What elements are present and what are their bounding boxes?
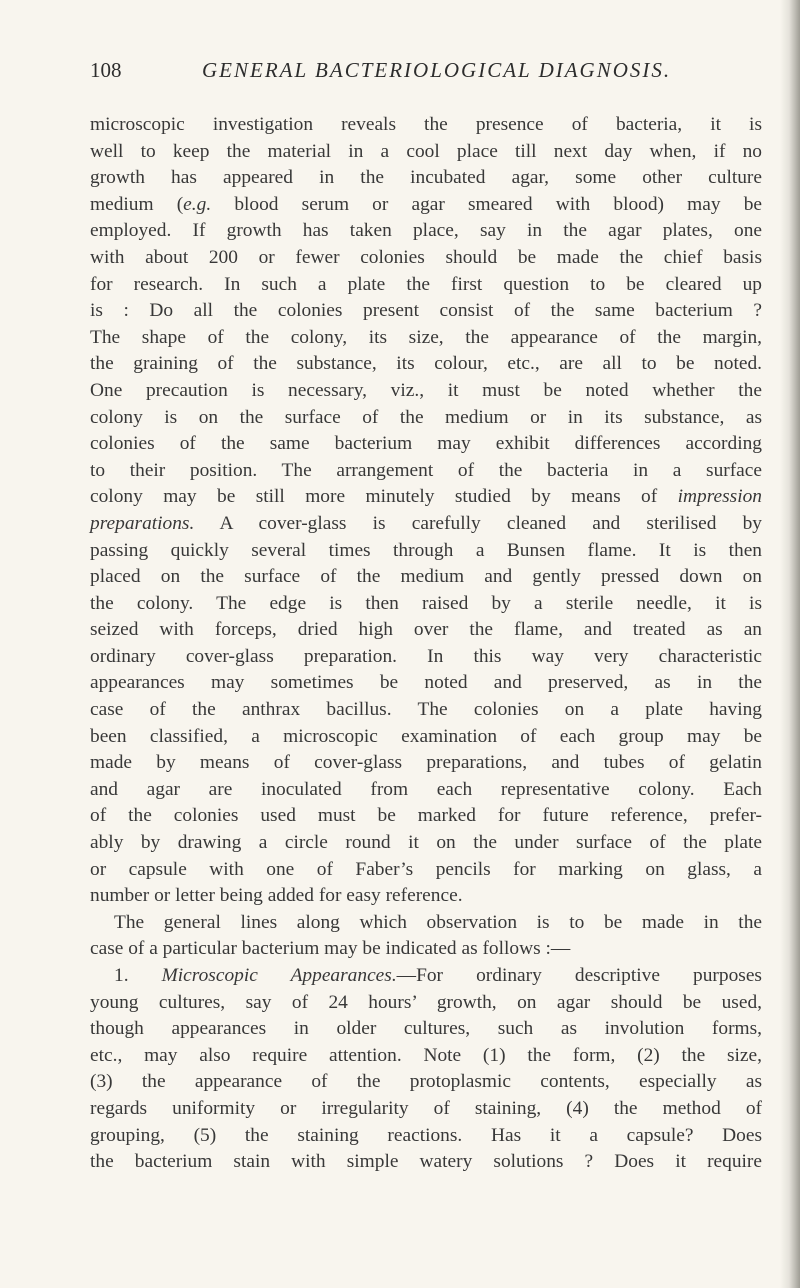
text-line: and agar are inoculated from each representative colony. Each: [90, 778, 762, 800]
text-line: is : Do all the colonies present consist of the same bacterium ?: [90, 300, 762, 322]
text-line: the graining of the substance, its colour, etc., are all to be noted.: [90, 353, 762, 375]
italic-term: impression: [677, 486, 762, 508]
text-line: the bacterium stain with simple watery solutions ? Does it require: [90, 1151, 762, 1173]
text-line: seized with forceps, dried high over the flame, and treated as an: [90, 619, 762, 641]
page-number: 108: [90, 58, 122, 82]
text-run: blood serum or agar smeared with blood) may be: [211, 193, 763, 215]
text-line: passing quickly several times through a Bunsen flame. It is then: [90, 539, 762, 561]
text-line: growth has appeared in the incubated agar, some other culture: [90, 167, 762, 189]
text-line: though appearances in older cultures, such as involution forms,: [90, 1018, 762, 1040]
text-line: placed on the surface of the medium and gently pressed down on: [90, 566, 762, 588]
text-line: regards uniformity or irregularity of staining, (4) the method of: [90, 1097, 762, 1119]
text-line: One precaution is necessary, viz., it must be noted whether the: [90, 379, 762, 401]
page-header: [90, 58, 770, 90]
text-line: well to keep the material in a cool place till next day when, if no: [90, 140, 762, 162]
text-line: of the colonies used must be marked for future reference, prefer-: [90, 805, 762, 827]
text-line: number or letter being added for easy reference.: [90, 885, 463, 907]
text-run: A cover-glass is carefully cleaned and sterilised by: [194, 512, 762, 534]
text-line: [90, 192, 762, 219]
text-line: young cultures, say of 24 hours’ growth, on agar should be used,: [90, 991, 762, 1013]
italic-term: preparations.: [90, 512, 195, 534]
text-line: The general lines along which observation is to be made in the: [114, 911, 762, 933]
body-text: [90, 112, 762, 1176]
text-run: —For ordinary descriptive purposes: [396, 965, 762, 986]
list-number: 1.: [114, 965, 162, 986]
text-line: for research. In such a plate the first question to be cleared up: [90, 273, 762, 295]
page-edge-shadow: [780, 0, 800, 1288]
italic-abbreviation: e.g.: [183, 193, 212, 215]
text-line: etc., may also require attention. Note (1) the form, (2) the size,: [90, 1044, 762, 1066]
running-head: GENERAL BACTERIOLOGICAL DIAGNOSIS.: [202, 58, 672, 82]
text-line: or capsule with one of Faber’s pencils for marking on glass, a: [90, 858, 762, 880]
text-line: [90, 511, 762, 538]
text-line: case of the anthrax bacillus. The colonies on a plate having: [90, 699, 762, 721]
text-run: medium (: [90, 193, 184, 215]
text-line: [90, 963, 762, 990]
text-line: the colony. The edge is then raised by a sterile needle, it is: [90, 592, 762, 614]
text-line: to their position. The arrangement of the bacteria in a surface: [90, 459, 762, 481]
text-line: microscopic investigation reveals the presence of bacteria, it is: [90, 114, 762, 135]
text-line: been classified, a microscopic examination of each group may be: [90, 725, 762, 747]
text-line: with about 200 or fewer colonies should be made the chief basis: [90, 246, 762, 268]
text-line: appearances may sometimes be noted and preserved, as in the: [90, 672, 762, 694]
text-line: ably by drawing a circle round it on the under surface of the plate: [90, 832, 762, 854]
text-line: employed. If growth has taken place, say in the agar plates, one: [90, 220, 762, 242]
section-heading: Microscopic Appearances.: [161, 965, 397, 986]
text-line: case of a particular bacterium may be indicated as follows :—: [90, 938, 571, 960]
text-line: The shape of the colony, its size, the appearance of the margin,: [90, 326, 762, 348]
text-line: made by means of cover-glass preparations, and tubes of gelatin: [90, 752, 762, 774]
text-run: colony may be still more minutely studied by means of: [90, 486, 678, 508]
text-line: colonies of the same bacterium may exhibit differences according: [90, 433, 762, 455]
text-line: [90, 484, 762, 511]
text-line: (3) the appearance of the protoplasmic contents, especially as: [90, 1071, 762, 1093]
text-line: grouping, (5) the staining reactions. Has it a capsule? Does: [90, 1124, 762, 1146]
text-line: colony is on the surface of the medium or in its substance, as: [90, 406, 762, 428]
text-line: ordinary cover-glass preparation. In this way very characteristic: [90, 645, 762, 667]
